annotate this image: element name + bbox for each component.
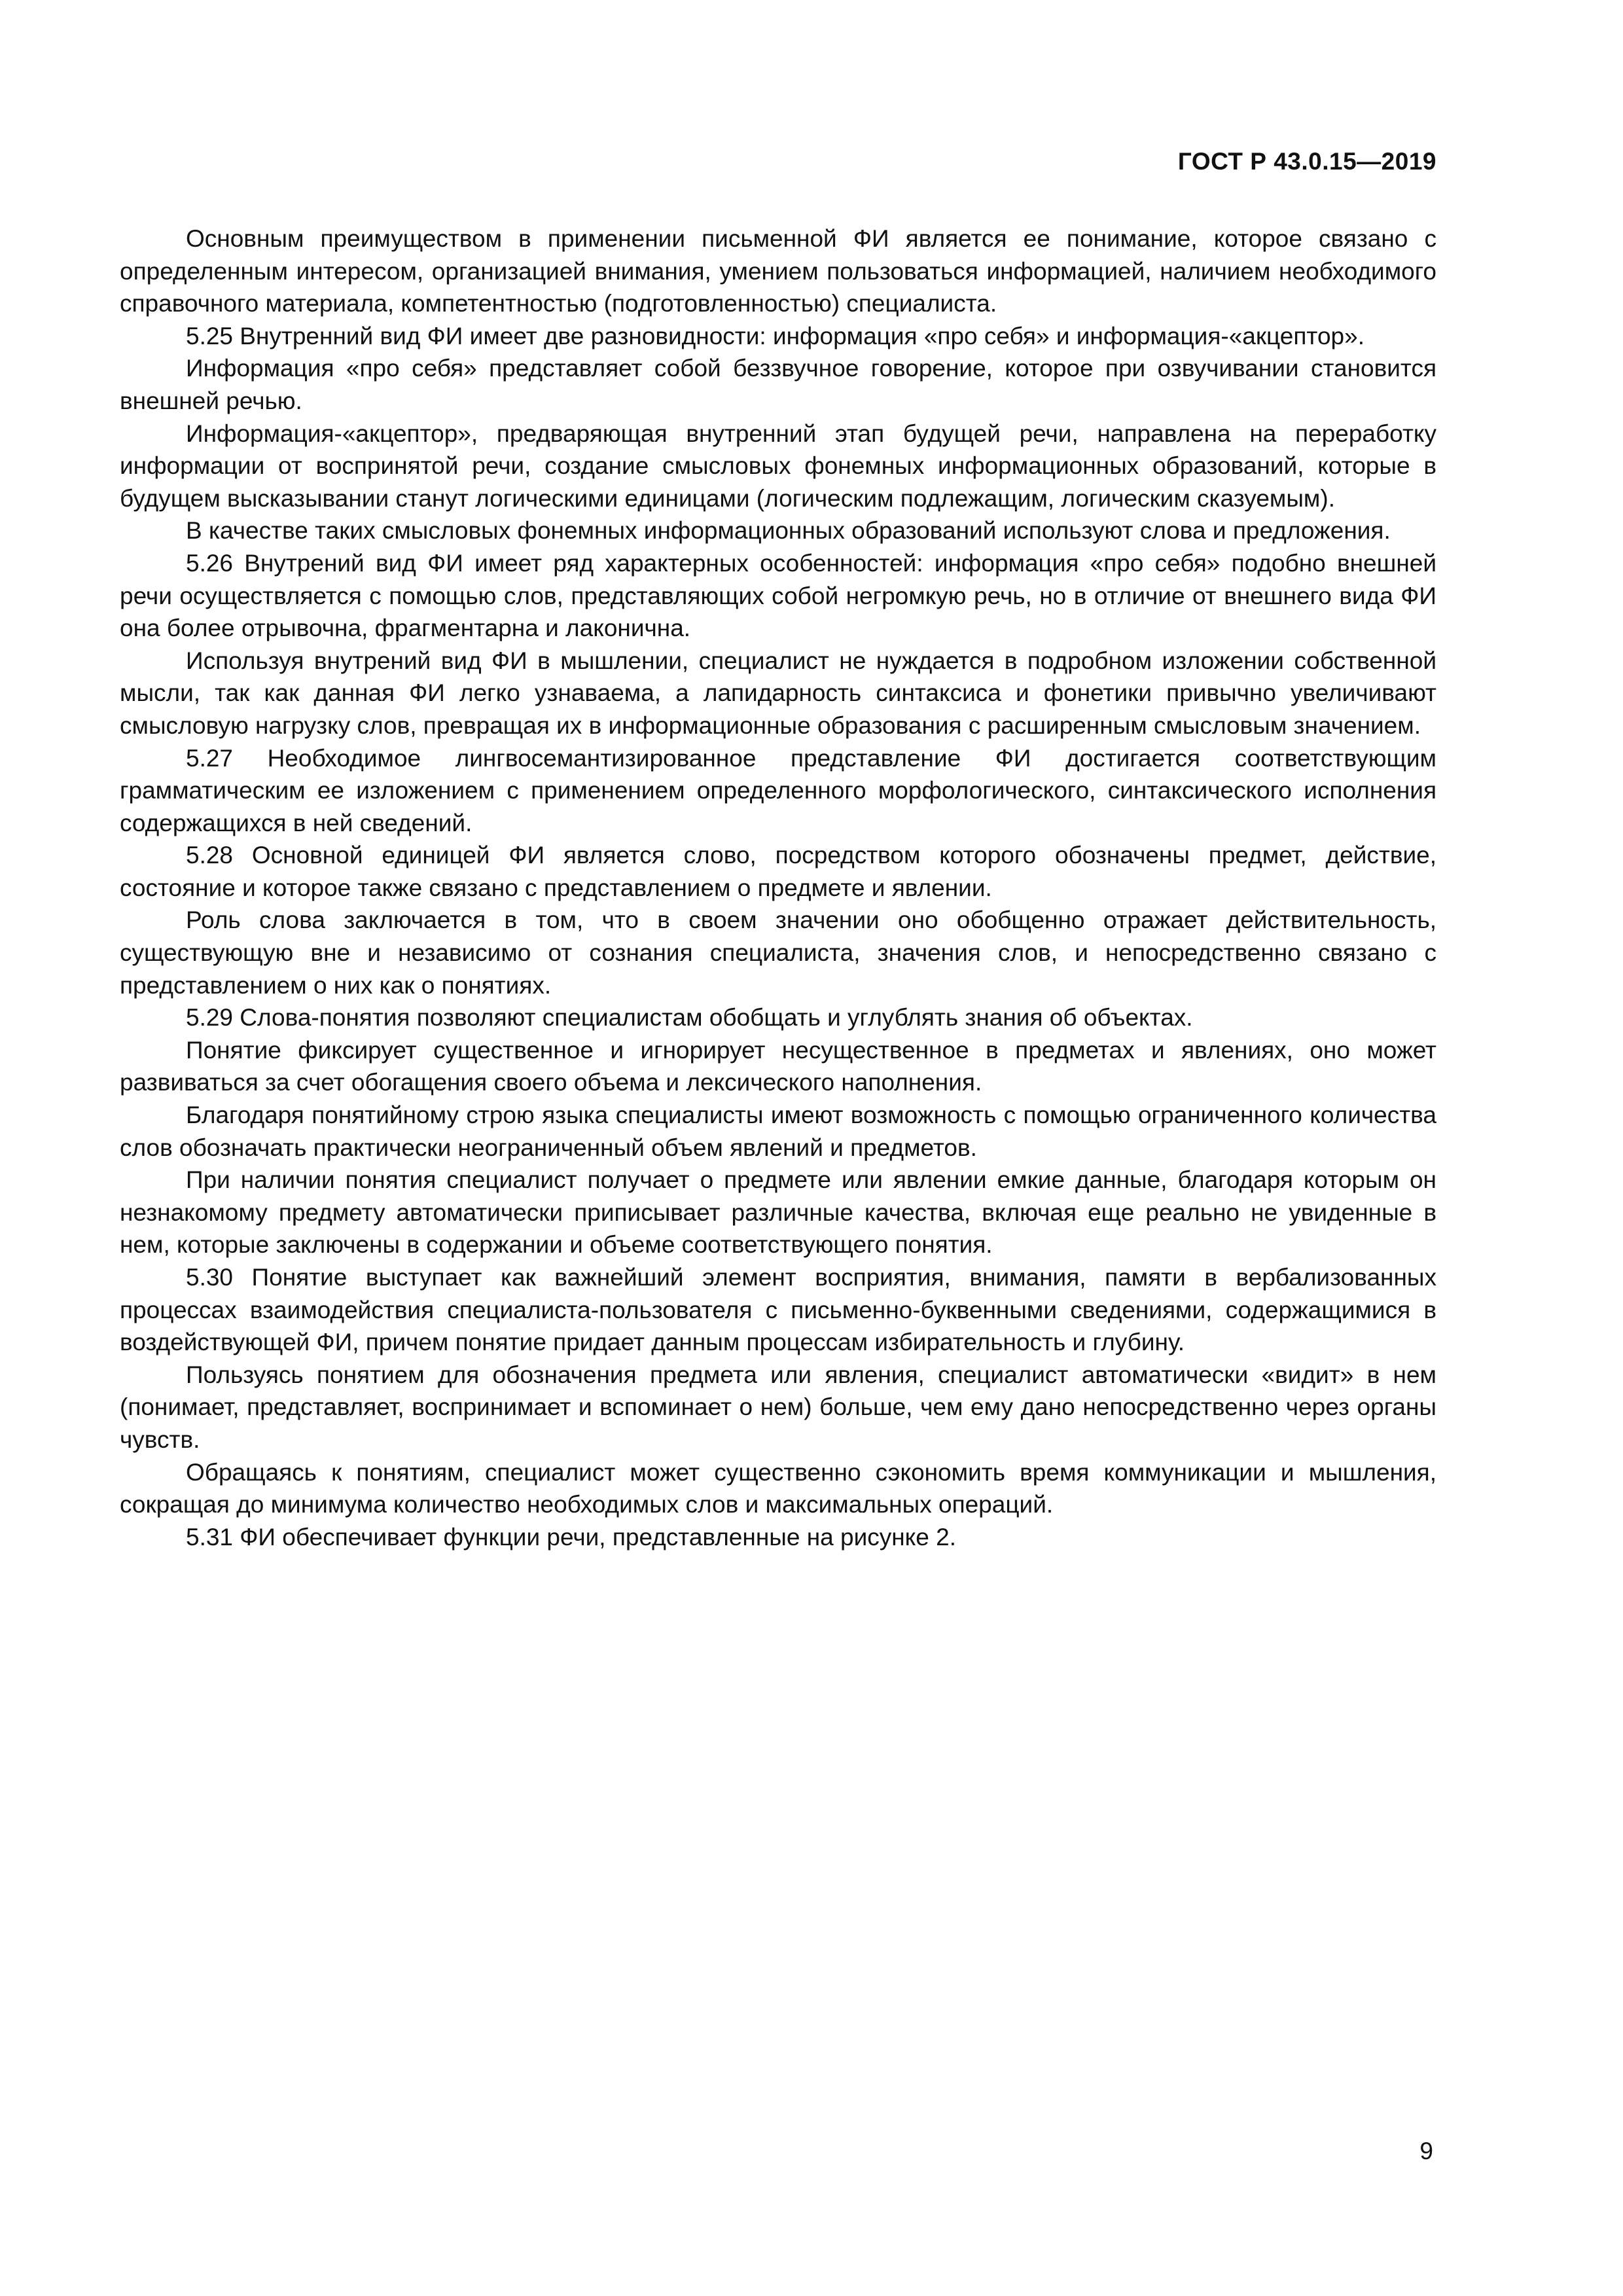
paragraph: Информация «про себя» представляет собой беззвучное говорение, которое при озвучивании становится внешней речью. xyxy=(120,355,1436,414)
paragraph: При наличии понятия специалист получает о предмете или явлении емкие данные, благодаря которым он незнакомому предмету автоматически приписывает различные качества, включая еще реально не увиденные в нем, которые заключены в содержании и объеме соответствующего понятия. xyxy=(120,1166,1436,1259)
paragraph: Основным преимуществом в применении письменной ФИ является ее понимание, которое связано с определенным интересом, организацией внимания, умением пользоваться информацией, наличием необходимого справочного материала, компетентностью (подготовленностью) специалиста. xyxy=(120,225,1436,317)
paragraph: 5.27 Необходимое лингвосемантизированное представление ФИ достигается соответствующим грамматическим ее изложением с применением определенного морфологического, синтаксического исполнения содержащихся в ней сведений. xyxy=(120,744,1436,836)
paragraph: 5.25 Внутренний вид ФИ имеет две разновидности: информация «про себя» и информация-«акцептор». xyxy=(186,322,1364,350)
paragraph: 5.31 ФИ обеспечивает функции речи, представленные на рисунке 2. xyxy=(186,1523,956,1551)
document-header-standard-id: ГОСТ Р 43.0.15—2019 xyxy=(1177,148,1436,175)
paragraph: Обращаясь к понятиям, специалист может существенно сэкономить время коммуникации и мышления, сокращая до минимума количество необходимых слов и максимальных операций. xyxy=(120,1458,1436,1518)
paragraph: Благодаря понятийному строю языка специалисты имеют возможность с помощью ограниченного количества слов обозначать практически неограниченный объем явлений и предметов. xyxy=(120,1102,1436,1161)
page-number: 9 xyxy=(1419,2138,1433,2164)
paragraph: 5.26 Внутрений вид ФИ имеет ряд характерных особенностей: информация «про себя» подобно внешней речи осуществляется с помощью слов, представляющих собой негромкую речь, но в отличие от внешнего вида ФИ она более отрывочна, фрагментарна и лаконична. xyxy=(120,549,1436,642)
paragraph: 5.29 Слова-понятия позволяют специалистам обобщать и углублять знания об объектах. xyxy=(186,1004,1193,1031)
paragraph: Понятие фиксирует существенное и игнорирует несущественное в предметах и явлениях, оно может развиваться за счет обогащения своего объема и лексического наполнения. xyxy=(120,1036,1436,1096)
document-body xyxy=(120,223,1436,1553)
paragraph: 5.30 Понятие выступает как важнейший элемент восприятия, внимания, памяти в вербализованных процессах взаимодействия специалиста-пользователя с письменно-буквенными сведениями, содержащимися в воздействующей ФИ, причем понятие придает данным процессам избирательность и глубину. xyxy=(120,1264,1436,1356)
paragraph: Пользуясь понятием для обозначения предмета или явления, специалист автоматически «видит» в нем (понимает, представляет, воспринимает и вспоминает о нем) больше, чем ему дано непосредственно через органы чувств. xyxy=(120,1361,1436,1453)
paragraph: Роль слова заключается в том, что в своем значении оно обобщенно отражает действительность, существующую вне и независимо от сознания специалиста, значения слов, и непосредственно связано с представлением о них как о понятиях. xyxy=(120,906,1436,999)
paragraph: Используя внутрений вид ФИ в мышлении, специалист не нуждается в подробном изложении собственной мысли, так как данная ФИ легко узнаваема, а лапидарность синтаксиса и фонетики привычно увеличивают смысловую нагрузку слов, превращая их в информационные образования с расширенным смысловым значением. xyxy=(120,647,1436,739)
paragraph: 5.28 Основной единицей ФИ является слово, посредством которого обозначены предмет, действие, состояние и которое также связано с представлением о предмете и явлении. xyxy=(120,842,1436,901)
paragraph: В качестве таких смысловых фонемных информационных образований используют слова и предложения. xyxy=(186,517,1391,545)
paragraph: Информация-«акцептор», предваряющая внутренний этап будущей речи, направлена на переработку информации от воспринятой речи, создание смысловых фонемных информационных образований, которые в будущем высказывании станут логическими единицами (логическим подлежащим, логическим сказуемым). xyxy=(120,420,1436,512)
